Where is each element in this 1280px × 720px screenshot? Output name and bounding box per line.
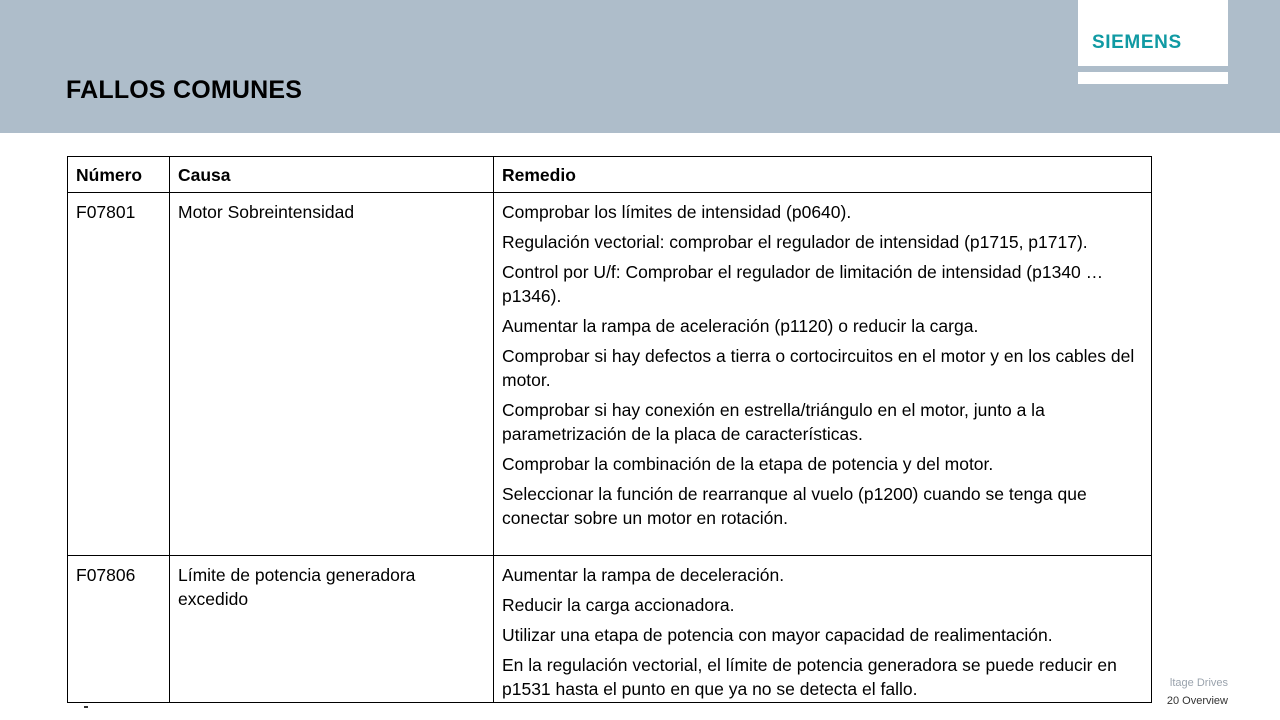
remedy-list — [502, 200, 1143, 530]
column-header-number: Número — [68, 157, 170, 193]
remedy-list — [502, 563, 1143, 701]
remedy-item: Regulación vectorial: comprobar el regulador de intensidad (p1715, p1717). — [502, 232, 1088, 252]
footer-line-2: 20 Overview — [1166, 695, 1228, 707]
remedy-item: En la regulación vectorial, el límite de potencia generadora se puede reducir en p1531 hasta el punto en que ya no se detecta el fallo. — [502, 655, 1117, 699]
fault-number: F07801 — [68, 193, 170, 556]
footer-mark — [84, 706, 88, 708]
remedy-item: Seleccionar la función de rearranque al vuelo (p1200) cuando se tenga que conectar sobre un motor en rotación. — [502, 484, 1087, 528]
remedy-item: Comprobar los límites de intensidad (p0640). — [502, 202, 852, 222]
remedy-item: Utilizar una etapa de potencia con mayor capacidad de realimentación. — [502, 625, 1053, 645]
fault-remedy-cell — [494, 556, 1152, 703]
remedy-item: Aumentar la rampa de aceleración (p1120) o reducir la carga. — [502, 316, 979, 336]
siemens-logo — [1078, 0, 1228, 84]
column-header-remedy: Remedio — [494, 157, 1152, 193]
remedy-item: Comprobar la combinación de la etapa de potencia y del motor. — [502, 454, 994, 474]
table-header-row — [68, 157, 1152, 193]
table-row — [68, 556, 1152, 703]
column-header-cause: Causa — [170, 157, 494, 193]
remedy-item: Comprobar si hay defectos a tierra o cortocircuitos en el motor y en los cables del motor. — [502, 346, 1135, 390]
table-row — [68, 193, 1152, 556]
remedy-item: Comprobar si hay conexión en estrella/triángulo en el motor, junto a la parametrización de la placa de características. — [502, 400, 1045, 444]
footer-line-1: ltage Drives — [1169, 677, 1228, 689]
fault-number: F07806 — [68, 556, 170, 703]
fault-table — [67, 156, 1152, 703]
logo-rule — [1078, 66, 1228, 72]
page-title: FALLOS COMUNES — [66, 76, 303, 104]
logo-wordmark: SIEMENS — [1092, 32, 1182, 53]
remedy-item: Reducir la carga accionadora. — [502, 595, 735, 615]
remedy-item: Control por U/f: Comprobar el regulador de limitación de intensidad (p1340 … p1346). — [502, 262, 1104, 306]
fault-cause: Motor Sobreintensidad — [170, 193, 494, 556]
fault-remedy-cell — [494, 193, 1152, 556]
fault-cause: Límite de potencia generadora excedido — [170, 556, 494, 703]
remedy-item: Aumentar la rampa de deceleración. — [502, 565, 785, 585]
